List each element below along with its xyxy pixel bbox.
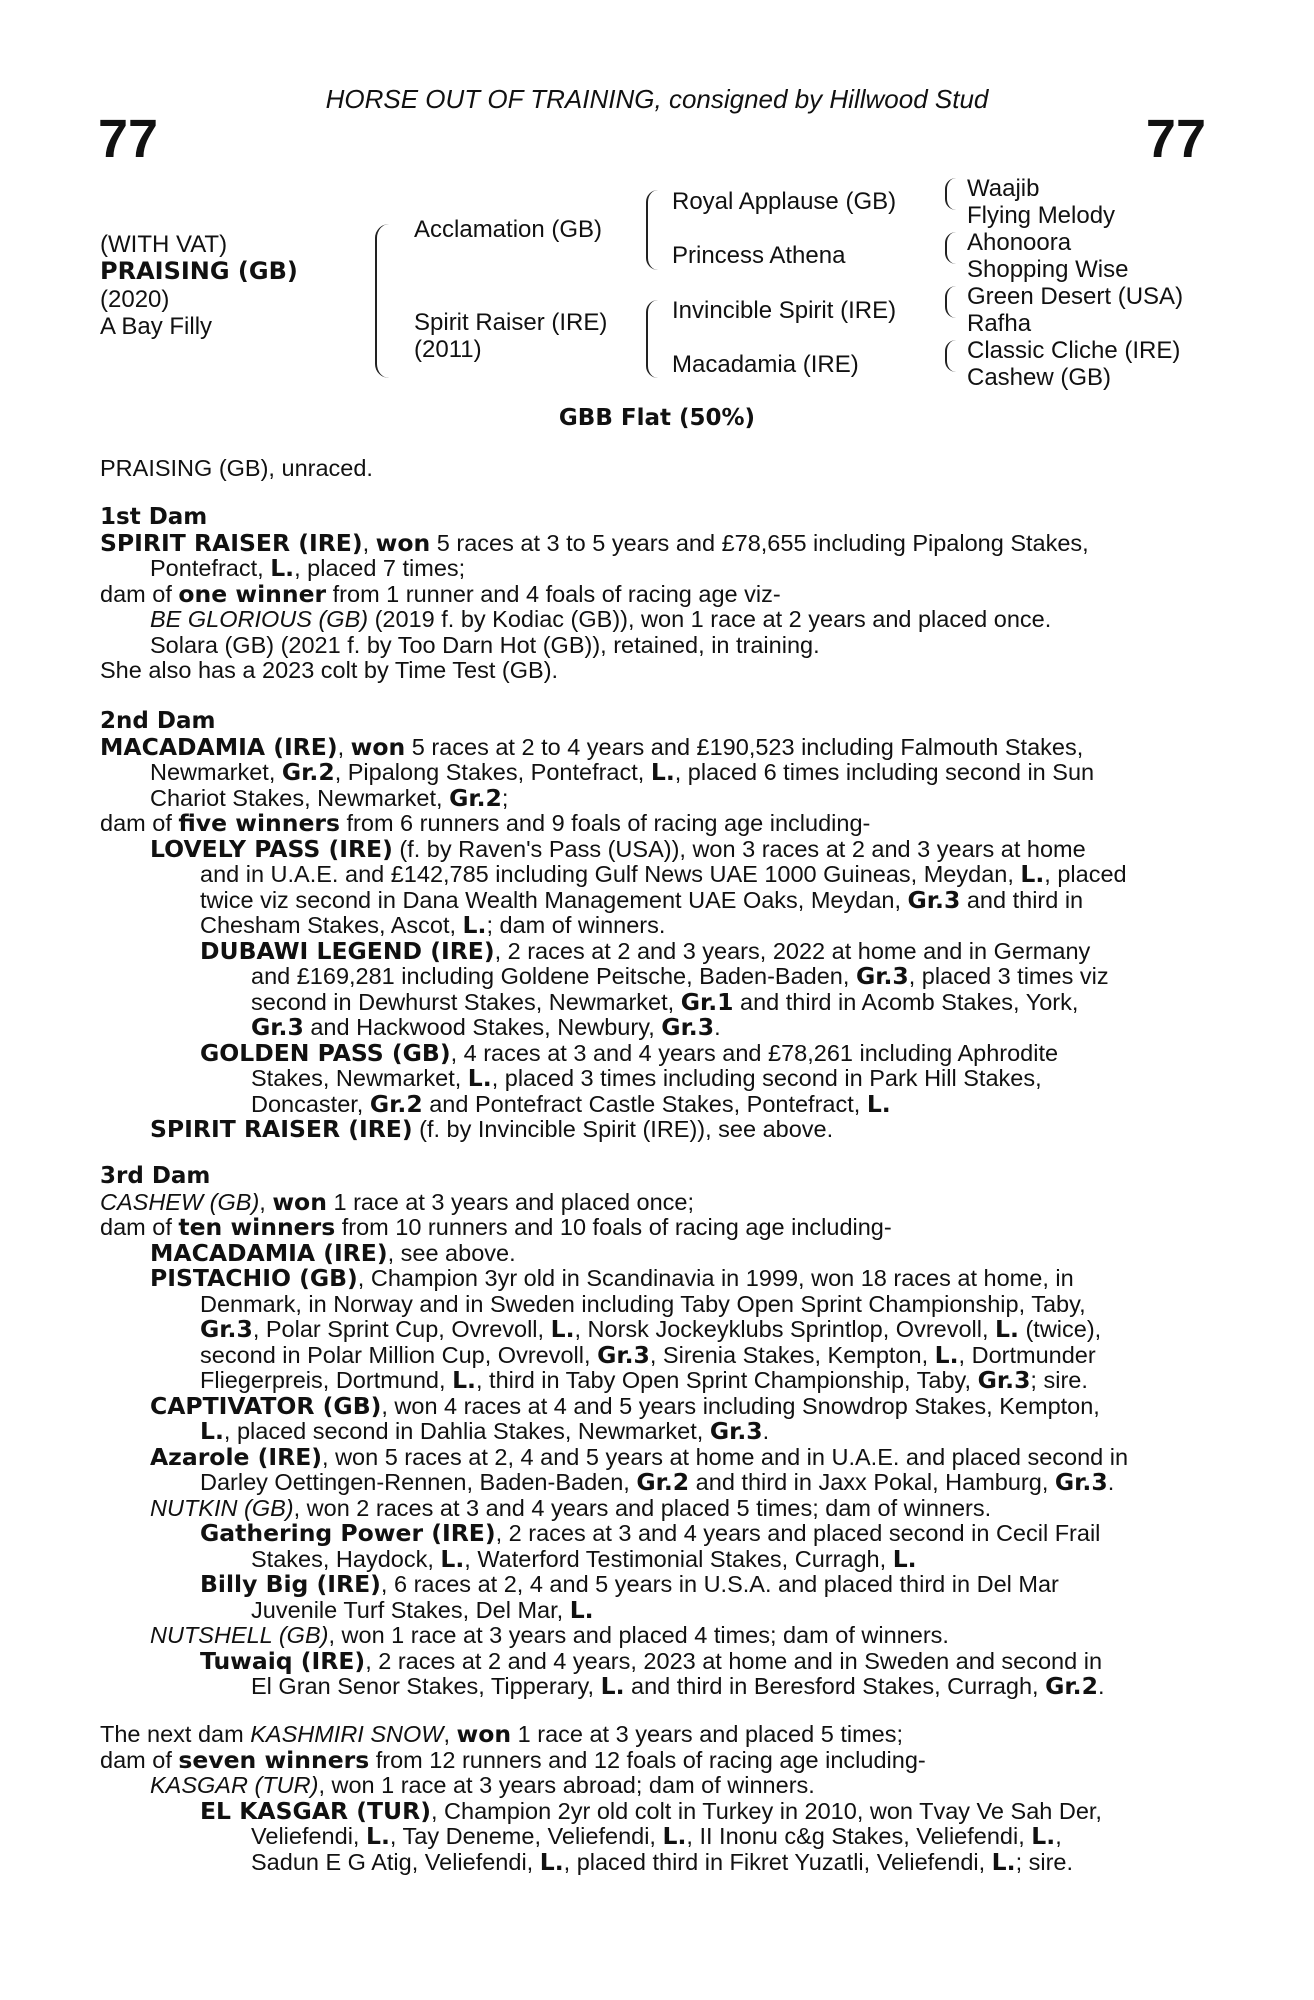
third-dam-heading: 3rd Dam bbox=[100, 1163, 211, 1189]
pedigree-sire-sire: Royal Applause (GB) bbox=[672, 188, 897, 215]
next-dam-section: The next dam KASHMIRI SNOW, won 1 race at 3 years and placed 5 times; dam of seven winners from 12 runners and 12 foals of racing age including- KASGAR (TUR), won 1 race at 3 years abroad; dam of winners. EL KASGAR (TUR), Champion 2yr old colt in Turkey in 2010, won Tvay Ve Sah Der, Veliefendi, L., Tay Deneme, Veliefendi, L., II Inonu c&g Stakes, Veliefendi, L., Sadun E G Atig, Veliefendi, L., placed third in Fikret Yuzatli, Veliefendi, L.; sire. bbox=[100, 1720, 1102, 1876]
progeny-name: LOVELY PASS (IRE) bbox=[150, 834, 393, 863]
pedigree-g6: Rafha bbox=[967, 310, 1032, 337]
pedigree-g1: Waajib bbox=[967, 175, 1040, 202]
lot-number-right: 77 bbox=[1145, 109, 1206, 169]
pedigree-brace-main bbox=[375, 224, 389, 378]
page-header: HORSE OUT OF TRAINING, consigned by Hillwood Stud bbox=[325, 84, 989, 114]
pedigree-g5: Green Desert (USA) bbox=[967, 283, 1184, 310]
vat-label: (WITH VAT) bbox=[100, 231, 228, 258]
pedigree-brace-g4 bbox=[945, 340, 956, 372]
lot-number-left: 77 bbox=[98, 109, 159, 169]
pedigree-g2: Flying Melody bbox=[967, 202, 1116, 229]
progeny-name: PISTACHIO (GB) bbox=[150, 1264, 358, 1292]
second-dam-heading: 2nd Dam bbox=[100, 708, 216, 734]
next-dam-name: KASHMIRI SNOW bbox=[250, 1721, 444, 1747]
progeny-name: NUTSHELL (GB) bbox=[150, 1622, 329, 1648]
first-dam-heading: 1st Dam bbox=[100, 504, 208, 530]
pedigree-sire-dam: Princess Athena bbox=[672, 242, 846, 269]
horse-year: (2020) bbox=[100, 286, 170, 313]
progeny-name: KASGAR (TUR) bbox=[150, 1772, 319, 1798]
horse-description: A Bay Filly bbox=[100, 313, 213, 340]
progeny-name: BE GLORIOUS (GB) bbox=[150, 606, 369, 632]
pedigree-dam-year: (2011) bbox=[414, 336, 482, 363]
pedigree-brace-g1 bbox=[945, 178, 956, 210]
pedigree-g7: Classic Cliche (IRE) bbox=[967, 337, 1181, 364]
progeny-name: MACADAMIA (IRE) bbox=[150, 1238, 388, 1267]
progeny-name: DUBAWI LEGEND (IRE) bbox=[200, 936, 495, 965]
progeny-name: Tuwaiq (IRE) bbox=[200, 1646, 366, 1675]
third-dam-name: CASHEW (GB) bbox=[100, 1188, 260, 1215]
pedigree-brace-g3 bbox=[945, 286, 956, 318]
progeny-name: Billy Big (IRE) bbox=[200, 1570, 381, 1598]
pedigree-sire: Acclamation (GB) bbox=[414, 216, 603, 243]
progeny-name: GOLDEN PASS (GB) bbox=[200, 1038, 451, 1067]
pedigree-brace-g2 bbox=[945, 232, 956, 264]
pedigree-g4: Shopping Wise bbox=[967, 256, 1129, 283]
progeny-name: SPIRIT RAISER (IRE) bbox=[150, 1115, 413, 1143]
progeny-name: NUTKIN (GB) bbox=[150, 1494, 294, 1521]
pedigree-brace-sire bbox=[646, 190, 658, 270]
pedigree-dam: Spirit Raiser (IRE) bbox=[414, 309, 608, 336]
progeny-name: CAPTIVATOR (GB) bbox=[150, 1391, 382, 1420]
first-dam-section: 1st Dam SPIRIT RAISER (IRE), won 5 races at 3 to 5 years and £78,655 including Pipalong Stakes, Pontefract, L., placed 7 times; dam of one winner from 1 runner and 4 foals of racing age viz- BE GLORIOUS (GB) (2019 f. by Kodiac (GB)), won 1 race at 2 years and placed once. Solara (GB) (2021 f. by Too Darn Hot (GB)), retained, in training. She also has a 2023 colt by Time Test (GB). bbox=[100, 505, 1205, 684]
pedigree-dam-sire: Invincible Spirit (IRE) bbox=[672, 297, 897, 324]
third-dam-section: 3rd Dam CASHEW (GB), won 1 race at 3 years and placed once; dam of ten winners from 10 runners and 10 foals of racing age including- MACADAMIA (IRE), see above. PISTACHIO (GB), Champion 3yr old in Scandinavia in 1999, won 18 races at home, in Denmark, in Norway and in Sweden including Taby Open Sprint Championship, Taby, Gr.3, Polar Sprint Cup, Ovrevoll, L., Norsk Jockeyklubs Sprintlop, Ovrevoll, L. (twice), second in Polar Million Cup, Ovrevoll, Gr.3, Sirenia Stakes, Kempton, L., Dortmunder Fliegerpreis, Dortmund, L., third in Taby Open Sprint Championship, Taby, Gr.3; sire. CAPTIVATOR (GB), won 4 races at 4 and 5 years including Snowdrop Stakes, Kempton, L., placed second in Dahlia Stakes, Newmarket, Gr.3. Azarole (IRE), won 5 races at 2, 4 and 5 years at home and in U.A.E. and placed second in Darley Oettingen-Rennen, Baden-Baden, Gr.2 and third in Jaxx Pokal, Hamburg, Gr.3. NUTKIN (GB), won 2 races at 3 and 4 years and placed 5 times; dam of winners. Gathering Power (IRE), 2 races at 3 and 4 years and placed second in Cecil Frail Stakes, Haydock, L., Waterford Testimonial Stakes, Curragh, L. Billy Big (IRE), 6 races at 2, 4 and 5 years in U.S.A. and placed third in Del Mar Juvenile Turf Stakes, Del Mar, L. NUTSHELL (GB), won 1 race at 3 years and placed 4 times; dam of winners. Tuwaiq (IRE), 2 races at 2 and 4 years, 2023 at home and in Sweden and second in El Gran Senor Stakes, Tipperary, L. and third in Beresford Stakes, Curragh, Gr.2. bbox=[100, 1164, 1205, 1700]
progeny-name: EL KASGAR (TUR) bbox=[200, 1796, 431, 1825]
progeny-line: Solara (GB) (2021 f. by Too Darn Hot (GB)), retained, in training. bbox=[150, 631, 820, 658]
pedigree-g3: Ahonoora bbox=[967, 229, 1072, 256]
pedigree-g8: Cashew (GB) bbox=[967, 364, 1112, 391]
horse-name: PRAISING (GB) bbox=[100, 257, 298, 285]
progeny-name: Gathering Power (IRE) bbox=[200, 1519, 496, 1547]
progeny-name: Azarole (IRE) bbox=[150, 1442, 323, 1471]
pedigree-dam-dam: Macadamia (IRE) bbox=[672, 351, 859, 378]
pedigree-brace-dam bbox=[646, 300, 658, 378]
second-dam-section: 2nd Dam MACADAMIA (IRE), won 5 races at 2 to 4 years and £190,523 including Falmouth Stakes, Newmarket, Gr.2, Pipalong Stakes, Pontefract, L., placed 6 times including second in Sun Chariot Stakes, Newmarket, Gr.2; dam of five winners from 6 runners and 9 foals of racing age including- LOVELY PASS (IRE) (f. by Raven's Pass (USA)), won 3 races at 2 and 3 years at home and in U.A.E. and £142,785 including Gulf News UAE 1000 Guineas, Meydan, L., placed twice viz second in Dana Wealth Management UAE Oaks, Meydan, Gr.3 and third in Chesham Stakes, Ascot, L.; dam of winners. DUBAWI LEGEND (IRE), 2 races at 2 and 3 years, 2022 at home and in Germany and £169,281 including Goldene Peitsche, Baden-Baden, Gr.3, placed 3 times viz second in Dewhurst Stakes, Newmarket, Gr.1 and third in Acomb Stakes, York, Gr.3 and Hackwood Stakes, Newbury, Gr.3. GOLDEN PASS (GB), 4 races at 3 and 4 years and £78,261 including Aphrodite Stakes, Newmarket, L., placed 3 times including second in Park Hill Stakes, Doncaster, Gr.2 and Pontefract Castle Stakes, Pontefract, L. SPIRIT RAISER (IRE) (f. by Invincible Spirit (IRE)), see above. bbox=[100, 709, 1205, 1143]
intro-line: PRAISING (GB), unraced. bbox=[100, 455, 373, 481]
vat-status: GBB Flat (50%) bbox=[558, 405, 756, 431]
also-line: She also has a 2023 colt by Time Test (GB). bbox=[100, 657, 559, 683]
first-dam-name: SPIRIT RAISER (IRE) bbox=[100, 528, 363, 557]
second-dam-name: MACADAMIA (IRE) bbox=[100, 732, 338, 761]
